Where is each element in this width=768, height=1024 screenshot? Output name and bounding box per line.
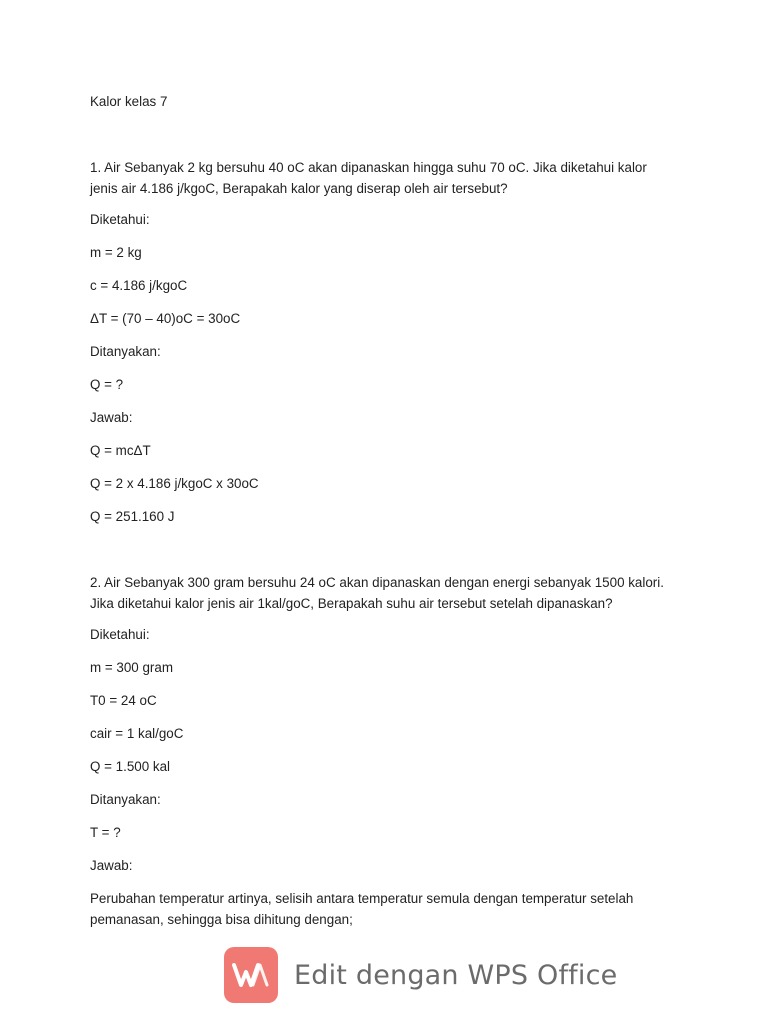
q1-question-line-2: jenis air 4.186 j/kgoC, Berapakah kalor yang diserap oleh air tersebut?: [90, 181, 508, 196]
q1-result: Q = 251.160 J: [90, 509, 175, 524]
q2-explanation-line-1: Perubahan temperatur artinya, selisih antara temperatur semula dengan temperatur setelah: [90, 891, 634, 906]
q2-asked: T = ?: [90, 825, 121, 840]
q1-question-line-1: 1. Air Sebanyak 2 kg bersuhu 40 oC akan dipanaskan hingga suhu 70 oC. Jika diketahui kalor: [90, 160, 647, 175]
q2-question-line-2: Jika diketahui kalor jenis air 1kal/goC, Berapakah suhu air tersebut setelah dipanaskan?: [90, 596, 613, 611]
q2-jawab: Jawab:: [90, 858, 133, 873]
q2-heat: Q = 1.500 kal: [90, 759, 171, 774]
q1-jawab: Jawab:: [90, 410, 133, 425]
wps-office-logo-icon[interactable]: [224, 947, 278, 1003]
q1-delta-t: ΔT = (70 – 40)oC = 30oC: [90, 311, 241, 326]
q1-ditanyakan: Ditanyakan:: [90, 344, 161, 359]
q1-question: [90, 157, 690, 199]
q2-specific-heat: cair = 1 kal/goC: [90, 726, 184, 741]
q2-question-line-1: 2. Air Sebanyak 300 gram bersuhu 24 oC akan dipanaskan dengan energi sebanyak 1500 kalori.: [90, 575, 664, 590]
q2-ditanyakan: Ditanyakan:: [90, 792, 161, 807]
q2-explanation-line-2: pemanasan, sehingga bisa dihitung dengan;: [90, 912, 353, 927]
q1-diketahui: Diketahui:: [90, 212, 150, 227]
q1-substitution: Q = 2 x 4.186 j/kgoC x 30oC: [90, 476, 259, 491]
q2-explanation: [90, 888, 690, 930]
q1-mass: m = 2 kg: [90, 245, 142, 260]
wps-edit-label[interactable]: Edit dengan WPS Office: [294, 959, 618, 991]
q2-diketahui: Diketahui:: [90, 627, 150, 642]
q1-formula: Q = mcΔT: [90, 443, 151, 458]
doc-title: Kalor kelas 7: [90, 94, 168, 109]
q2-question: [90, 572, 690, 614]
q2-initial-temp: T0 = 24 oC: [90, 693, 157, 708]
wps-edit-banner[interactable]: [224, 946, 617, 1004]
q1-specific-heat: c = 4.186 j/kgoC: [90, 278, 188, 293]
q1-asked: Q = ?: [90, 377, 124, 392]
q2-mass: m = 300 gram: [90, 660, 173, 675]
